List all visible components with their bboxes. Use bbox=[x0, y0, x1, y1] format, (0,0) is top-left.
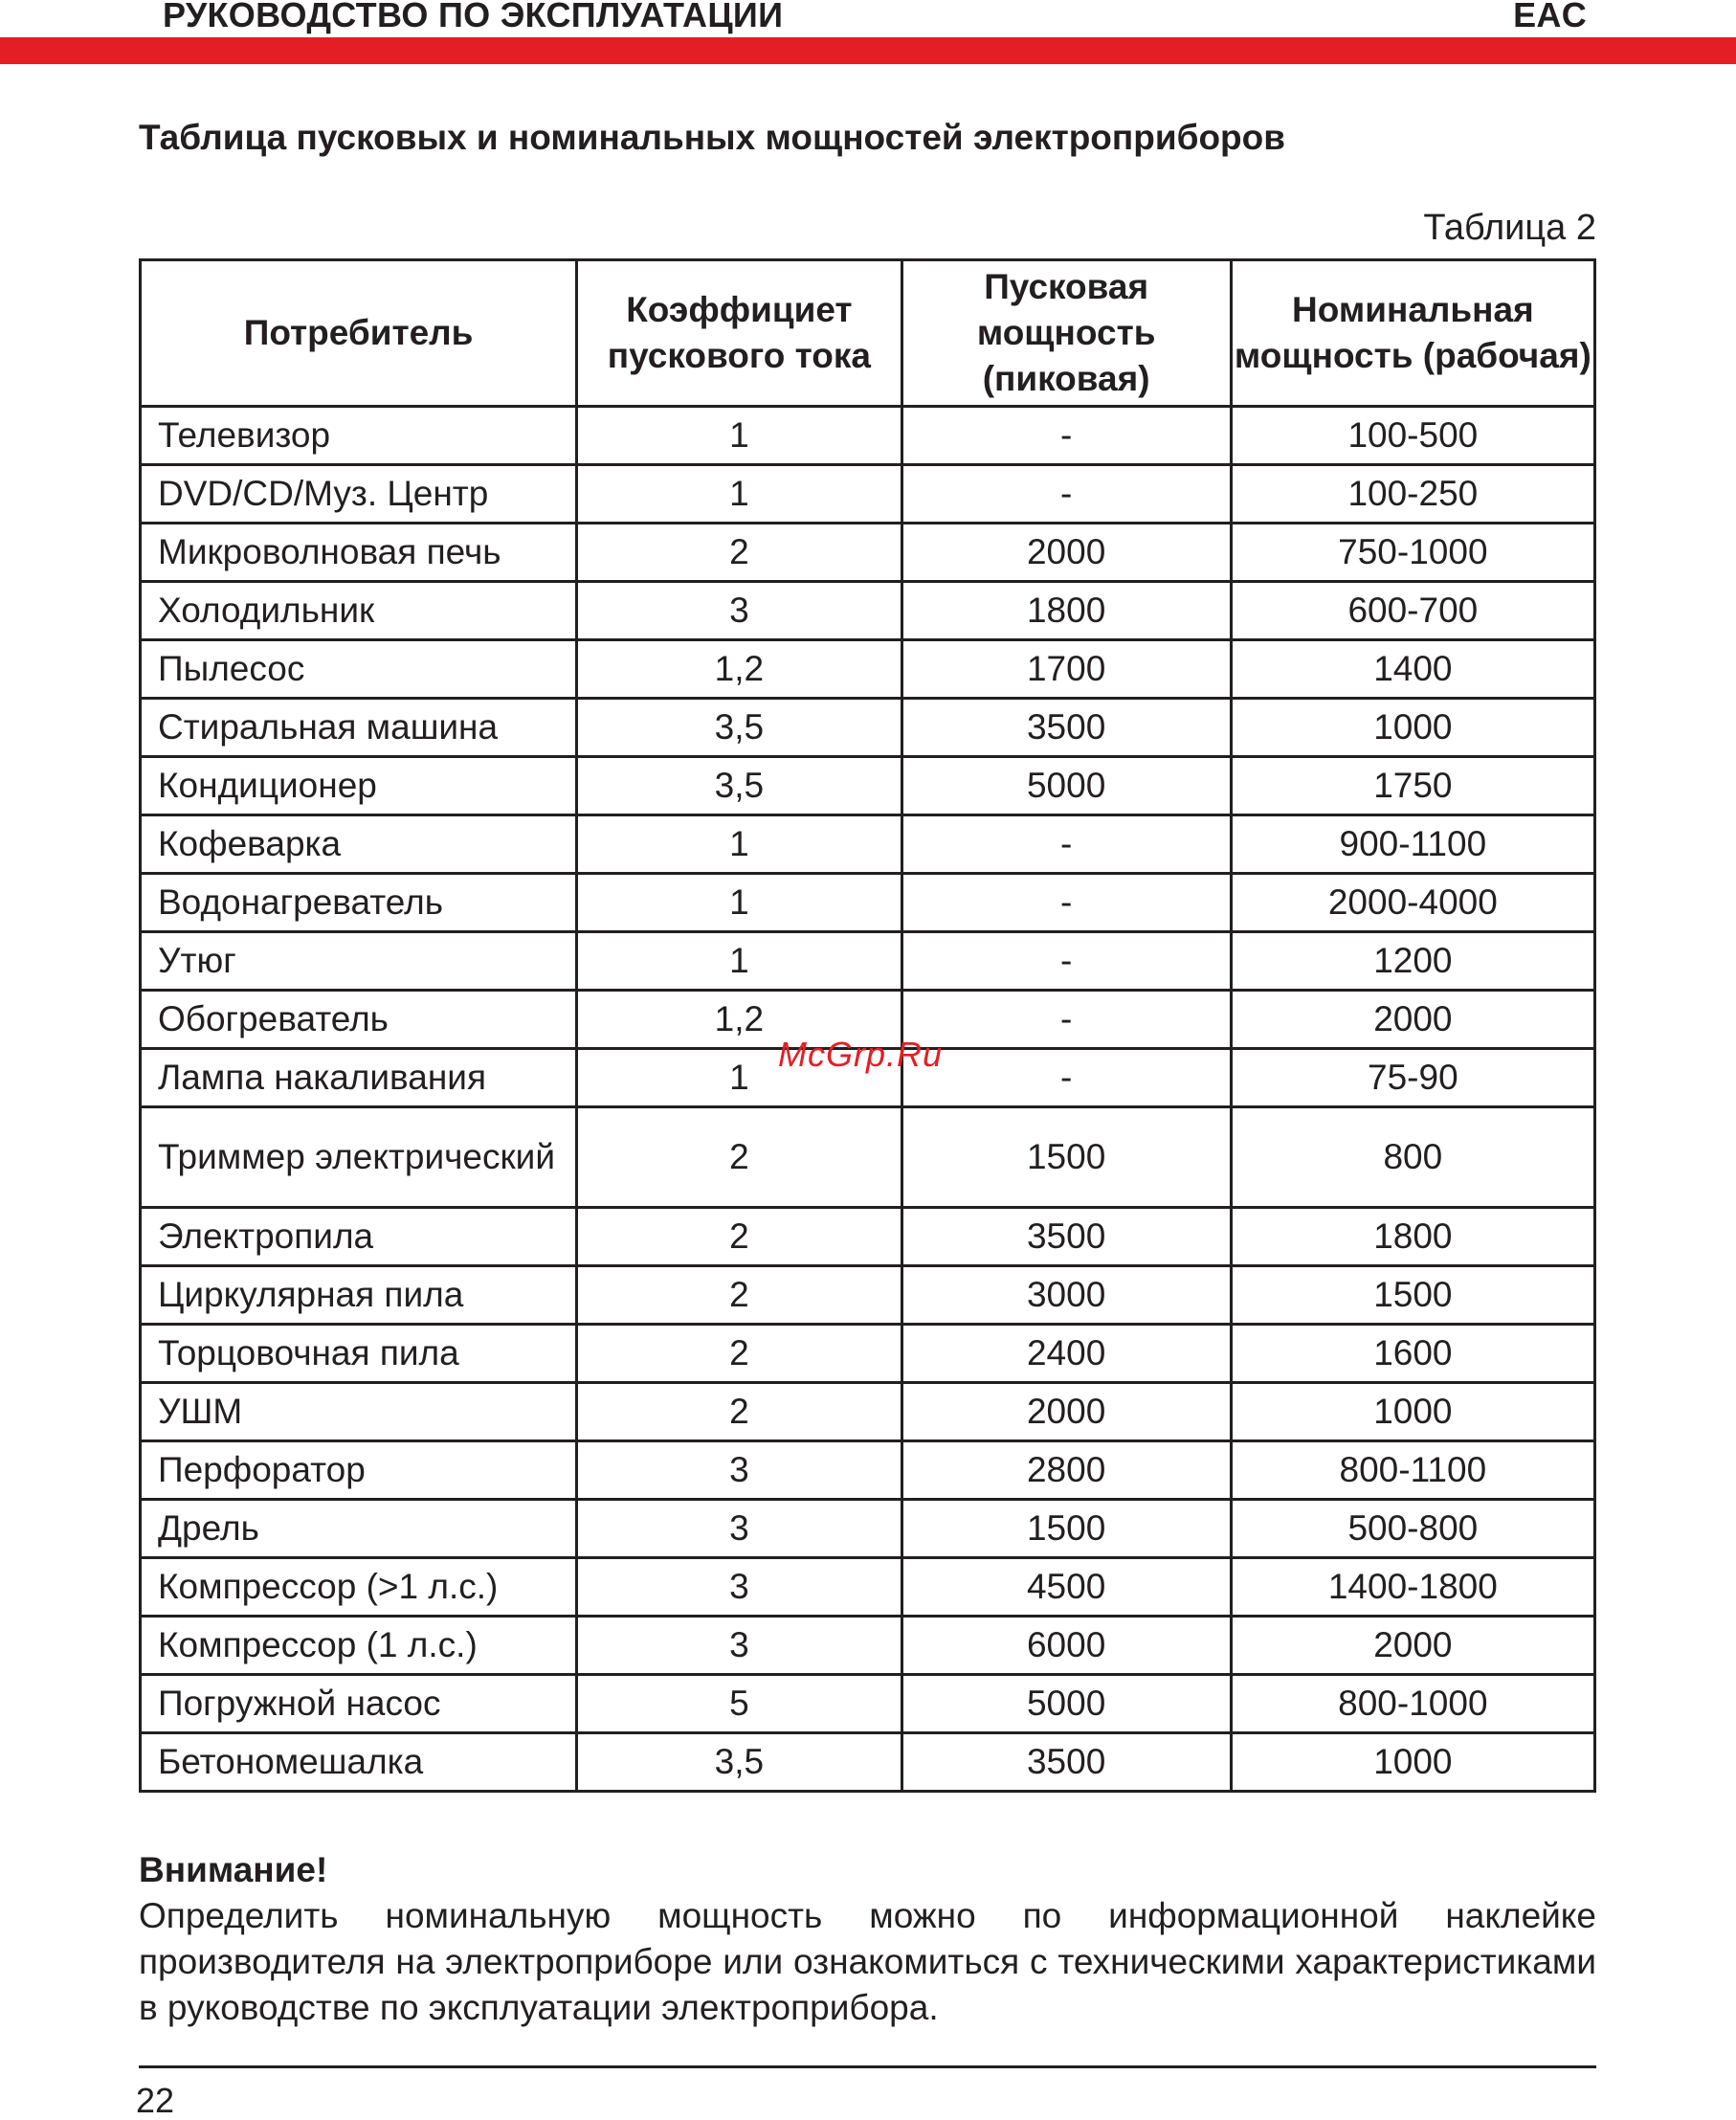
table-row bbox=[141, 1500, 1595, 1558]
cell-rated-power: 600-700 bbox=[1231, 582, 1594, 640]
cell-inrush-coefficient: 2 bbox=[577, 1107, 901, 1208]
cell-inrush-coefficient: 3 bbox=[577, 1558, 901, 1617]
cell-rated-power: 1000 bbox=[1231, 699, 1594, 757]
table-row bbox=[141, 1325, 1595, 1383]
cell-peak-power: 3500 bbox=[901, 699, 1231, 757]
table-row bbox=[141, 582, 1595, 640]
cell-rated-power: 2000 bbox=[1231, 1617, 1594, 1675]
cell-consumer: Бетономешалка bbox=[141, 1733, 577, 1792]
cell-consumer: Холодильник bbox=[141, 582, 577, 640]
cell-peak-power: - bbox=[901, 1049, 1231, 1107]
cell-inrush-coefficient: 2 bbox=[577, 1266, 901, 1325]
table-row bbox=[141, 407, 1595, 465]
cell-rated-power: 1750 bbox=[1231, 757, 1594, 815]
cell-peak-power: 3000 bbox=[901, 1266, 1231, 1325]
cell-inrush-coefficient: 1 bbox=[577, 465, 901, 524]
table-row bbox=[141, 874, 1595, 932]
header-red-bar bbox=[0, 37, 1736, 64]
cell-peak-power: 5000 bbox=[901, 1675, 1231, 1733]
cell-peak-power: 1700 bbox=[901, 640, 1231, 699]
cell-rated-power: 1400 bbox=[1231, 640, 1594, 699]
cell-inrush-coefficient: 3,5 bbox=[577, 1733, 901, 1792]
cell-inrush-coefficient: 5 bbox=[577, 1675, 901, 1733]
cell-inrush-coefficient: 3 bbox=[577, 582, 901, 640]
cell-peak-power: 3500 bbox=[901, 1208, 1231, 1266]
footer-divider bbox=[139, 2065, 1596, 2068]
column-header-consumer: Потребитель bbox=[141, 260, 577, 407]
cell-inrush-coefficient: 2 bbox=[577, 1325, 901, 1383]
cell-consumer: Торцовочная пила bbox=[141, 1325, 577, 1383]
cell-rated-power: 100-250 bbox=[1231, 465, 1594, 524]
table-row bbox=[141, 1675, 1595, 1733]
cell-consumer: Микроволновая печь bbox=[141, 524, 577, 582]
cell-consumer: Стиральная машина bbox=[141, 699, 577, 757]
cell-rated-power: 2000-4000 bbox=[1231, 874, 1594, 932]
cell-consumer: DVD/CD/Муз. Центр bbox=[141, 465, 577, 524]
cell-rated-power: 800-1000 bbox=[1231, 1675, 1594, 1733]
cell-consumer: Телевизор bbox=[141, 407, 577, 465]
cell-consumer: Лампа накаливания bbox=[141, 1049, 577, 1107]
cell-rated-power: 75-90 bbox=[1231, 1049, 1594, 1107]
cell-consumer: Компрессор (>1 л.с.) bbox=[141, 1558, 577, 1617]
cell-inrush-coefficient: 2 bbox=[577, 1208, 901, 1266]
cell-rated-power: 2000 bbox=[1231, 991, 1594, 1049]
cell-inrush-coefficient: 2 bbox=[577, 1383, 901, 1441]
cell-peak-power: - bbox=[901, 465, 1231, 524]
cell-consumer: Кофеварка bbox=[141, 815, 577, 874]
page-number: 22 bbox=[136, 2081, 175, 2120]
cell-inrush-coefficient: 1 bbox=[577, 815, 901, 874]
cell-rated-power: 1000 bbox=[1231, 1383, 1594, 1441]
column-header-rated-power: Номинальная мощность (рабочая) bbox=[1231, 260, 1594, 407]
table-row bbox=[141, 1558, 1595, 1617]
column-header-peak-power: Пусковая мощность (пиковая) bbox=[901, 260, 1231, 407]
cell-inrush-coefficient: 1 bbox=[577, 407, 901, 465]
cell-rated-power: 500-800 bbox=[1231, 1500, 1594, 1558]
cell-rated-power: 1000 bbox=[1231, 1733, 1594, 1792]
cell-inrush-coefficient: 3,5 bbox=[577, 757, 901, 815]
cell-rated-power: 1800 bbox=[1231, 1208, 1594, 1266]
cell-inrush-coefficient: 3 bbox=[577, 1500, 901, 1558]
cell-consumer: Дрель bbox=[141, 1500, 577, 1558]
cell-inrush-coefficient: 1,2 bbox=[577, 640, 901, 699]
power-table bbox=[139, 258, 1596, 1793]
cell-consumer: УШМ bbox=[141, 1383, 577, 1441]
table-row bbox=[141, 699, 1595, 757]
cell-rated-power: 1600 bbox=[1231, 1325, 1594, 1383]
cell-inrush-coefficient: 1,2 bbox=[577, 991, 901, 1049]
cell-rated-power: 800-1100 bbox=[1231, 1441, 1594, 1500]
cell-peak-power: 1500 bbox=[901, 1500, 1231, 1558]
cell-consumer: Перфоратор bbox=[141, 1441, 577, 1500]
table-row bbox=[141, 932, 1595, 991]
cell-inrush-coefficient: 2 bbox=[577, 524, 901, 582]
table-row bbox=[141, 524, 1595, 582]
cell-consumer: Погружной насос bbox=[141, 1675, 577, 1733]
watermark: McGrp.Ru bbox=[778, 1035, 944, 1074]
table-row bbox=[141, 1107, 1595, 1208]
cell-consumer: Компрессор (1 л.с.) bbox=[141, 1617, 577, 1675]
table-header-row bbox=[141, 260, 1595, 407]
cell-consumer: Электропила bbox=[141, 1208, 577, 1266]
cell-consumer: Обогреватель bbox=[141, 991, 577, 1049]
cell-peak-power: 1500 bbox=[901, 1107, 1231, 1208]
cell-consumer: Водонагреватель bbox=[141, 874, 577, 932]
cell-peak-power: - bbox=[901, 874, 1231, 932]
cell-rated-power: 900-1100 bbox=[1231, 815, 1594, 874]
attention-text: Определить номинальную мощность можно по информационной наклейке производителя на электроприборе или ознакомиться с техническими характеристиками в руководстве по эксплуатации электроприбора. bbox=[139, 1896, 1596, 2027]
cell-rated-power: 1200 bbox=[1231, 932, 1594, 991]
cell-inrush-coefficient: 1 bbox=[577, 1049, 901, 1107]
cell-peak-power: 2000 bbox=[901, 524, 1231, 582]
section-title: Таблица пусковых и номинальных мощностей электроприборов bbox=[139, 118, 1286, 157]
cell-inrush-coefficient: 1 bbox=[577, 932, 901, 991]
cell-peak-power: 2400 bbox=[901, 1325, 1231, 1383]
cell-peak-power: 4500 bbox=[901, 1558, 1231, 1617]
cell-consumer: Пылесос bbox=[141, 640, 577, 699]
table-row bbox=[141, 1733, 1595, 1792]
cell-peak-power: - bbox=[901, 407, 1231, 465]
cell-peak-power: 2000 bbox=[901, 1383, 1231, 1441]
table-row bbox=[141, 757, 1595, 815]
table-row bbox=[141, 815, 1595, 874]
cell-peak-power: - bbox=[901, 991, 1231, 1049]
cell-inrush-coefficient: 3,5 bbox=[577, 699, 901, 757]
cell-consumer: Утюг bbox=[141, 932, 577, 991]
manual-header-title: РУКОВОДСТВО ПО ЭКСПЛУАТАЦИИ bbox=[163, 0, 784, 34]
eac-mark: EAC bbox=[1513, 0, 1587, 34]
cell-inrush-coefficient: 3 bbox=[577, 1441, 901, 1500]
cell-peak-power: - bbox=[901, 932, 1231, 991]
cell-peak-power: - bbox=[901, 815, 1231, 874]
table-row bbox=[141, 1441, 1595, 1500]
cell-rated-power: 750-1000 bbox=[1231, 524, 1594, 582]
cell-rated-power: 100-500 bbox=[1231, 407, 1594, 465]
table-row bbox=[141, 1208, 1595, 1266]
cell-inrush-coefficient: 3 bbox=[577, 1617, 901, 1675]
cell-consumer: Циркулярная пила bbox=[141, 1266, 577, 1325]
cell-peak-power: 3500 bbox=[901, 1733, 1231, 1792]
cell-consumer: Кондиционер bbox=[141, 757, 577, 815]
cell-rated-power: 800 bbox=[1231, 1107, 1594, 1208]
table-row bbox=[141, 465, 1595, 524]
column-header-inrush-coefficient: Коэффициет пускового тока bbox=[577, 260, 901, 407]
cell-rated-power: 1500 bbox=[1231, 1266, 1594, 1325]
cell-peak-power: 5000 bbox=[901, 757, 1231, 815]
cell-inrush-coefficient: 1 bbox=[577, 874, 901, 932]
attention-title: Внимание! bbox=[139, 1850, 328, 1889]
cell-peak-power: 1800 bbox=[901, 582, 1231, 640]
table-body bbox=[141, 407, 1595, 1792]
table-caption: Таблица 2 bbox=[1423, 208, 1596, 248]
cell-consumer: Триммер электрический bbox=[141, 1107, 577, 1208]
cell-rated-power: 1400-1800 bbox=[1231, 1558, 1594, 1617]
table-row bbox=[141, 1266, 1595, 1325]
cell-peak-power: 6000 bbox=[901, 1617, 1231, 1675]
table-row bbox=[141, 1617, 1595, 1675]
table-row bbox=[141, 1383, 1595, 1441]
table-row bbox=[141, 640, 1595, 699]
cell-peak-power: 2800 bbox=[901, 1441, 1231, 1500]
